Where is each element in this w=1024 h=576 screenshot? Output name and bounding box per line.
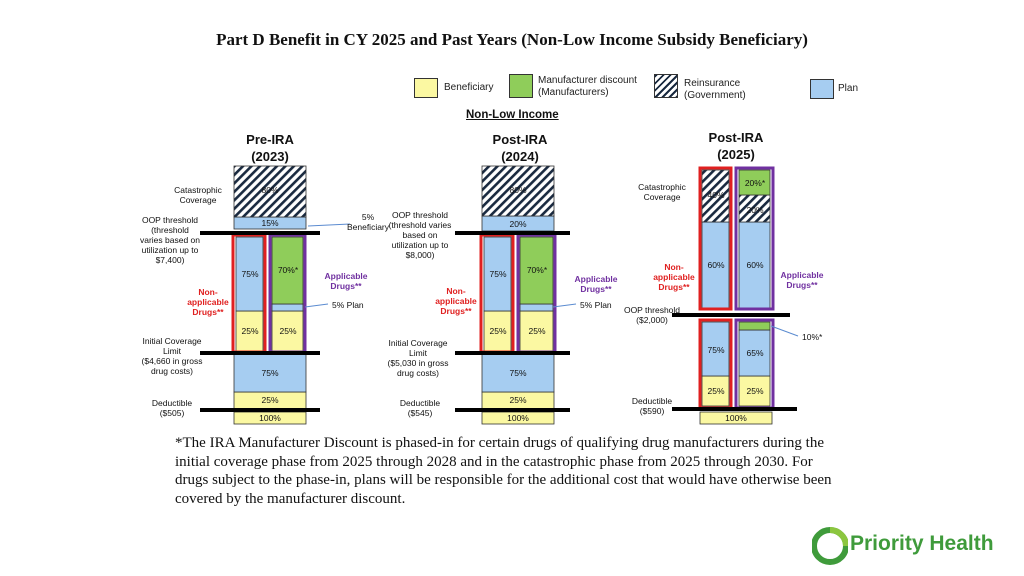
legend-label-beneficiary: Beneficiary bbox=[444, 82, 494, 93]
c3-catastrophic-label: Catastrophic Coverage bbox=[638, 182, 686, 202]
c2-seg-25: 25% bbox=[509, 395, 527, 405]
legend-label-reinsurance: Reinsurance (Government) bbox=[684, 78, 746, 101]
c2-seg-100: 100% bbox=[507, 413, 529, 423]
c2-nonapplicable-label: Non- applicable Drugs** bbox=[435, 286, 477, 316]
c1-oop-label: OOP threshold (threshold varies based on utilization up to $7,400) bbox=[139, 215, 200, 265]
c1-5plan-arrow bbox=[305, 304, 328, 307]
chart-title: Part D Benefit in CY 2025 and Past Years (Non-Low Income Subsidy Beneficiary) bbox=[216, 30, 808, 49]
legend-label-manufacturer: Manufacturer discount (Manufacturers) bbox=[538, 75, 637, 98]
priority-health-logo-icon bbox=[812, 526, 848, 566]
footnote: *The IRA Manufacturer Discount is phased-in for certain drugs of qualifying drug manufacturers during the initial coverage phase from 2025 through 2028 and in the catastrophic phase from 2025 through 2030. For drugs subject to the phase-in, plans will be responsible for the additional cost that would have otherwise been covered by the manufacturer discount. bbox=[175, 435, 832, 507]
c1-applicable-label: Applicable Drugs** bbox=[324, 271, 368, 291]
column-head-2023: Pre-IRA (2023) bbox=[246, 132, 294, 164]
c1-seg-100: 100% bbox=[259, 413, 281, 423]
c2-seg-20: 20% bbox=[509, 219, 527, 229]
c2-seg-80: 80% bbox=[509, 185, 527, 195]
c2-right-plan-5 bbox=[520, 304, 553, 311]
c1-right-plan-5 bbox=[272, 304, 303, 311]
section-label: Non-Low Income bbox=[466, 109, 559, 121]
legend-label-plan: Plan bbox=[838, 83, 859, 94]
c3-seg-left-75: 75% bbox=[707, 345, 725, 355]
c2-seg-left-75: 75% bbox=[489, 269, 507, 279]
c2-icl-label: Initial Coverage Limit ($5,030 in gross drug costs) bbox=[387, 338, 449, 378]
c1-icl-label: Initial Coverage Limit ($4,660 in gross drug costs) bbox=[141, 336, 203, 376]
c1-seg-25: 25% bbox=[261, 395, 279, 405]
c3-nonapplicable-label: Non- applicable Drugs** bbox=[653, 262, 695, 292]
c2-applicable-label: Applicable Drugs** bbox=[574, 274, 618, 294]
c3-seg-upper-right-20-mfr: 20%* bbox=[744, 178, 766, 188]
c3-seg-right-65: 65% bbox=[746, 348, 764, 358]
c3-deductible-label: Deductible ($590) bbox=[631, 396, 673, 416]
c1-deductible-label: Deductible ($505) bbox=[151, 398, 193, 418]
c2-deductible-label: Deductible ($545) bbox=[399, 398, 441, 418]
c3-seg-100: 100% bbox=[725, 413, 747, 423]
c3-right-mfr-10 bbox=[739, 322, 770, 330]
c1-5pct-beneficiary-label: 5% Beneficiary bbox=[346, 212, 390, 232]
c3-10pct-arrow bbox=[771, 326, 798, 336]
c2-seg-right-70: 70%* bbox=[526, 265, 548, 275]
c1-seg-75: 75% bbox=[261, 368, 279, 378]
c3-oop-label: OOP threshold ($2,000) bbox=[623, 305, 681, 325]
c1-nonapplicable-label: Non- applicable Drugs** bbox=[187, 287, 229, 317]
c2-seg-left-25: 25% bbox=[489, 326, 507, 336]
c3-seg-right-25: 25% bbox=[746, 386, 764, 396]
column-head-2025: Post-IRA (2025) bbox=[708, 130, 764, 162]
column-head-2024: Post-IRA (2024) bbox=[492, 132, 548, 164]
c1-seg-right-25: 25% bbox=[279, 326, 297, 336]
c2-oop-label: OOP threshold (threshold varies based on utilization up to $8,000) bbox=[388, 210, 452, 260]
c1-seg-80: 80% bbox=[261, 185, 279, 195]
c3-seg-upper-right-20: 20% bbox=[746, 205, 764, 215]
c3-applicable-label: Applicable Drugs** bbox=[780, 270, 824, 290]
c3-seg-left-25: 25% bbox=[707, 386, 725, 396]
c1-seg-left-75: 75% bbox=[241, 269, 259, 279]
c3-seg-upper-right-60: 60% bbox=[746, 260, 764, 270]
c2-5pct-plan-label: 5% Plan bbox=[580, 300, 612, 310]
c1-catastrophic-label: Catastrophic Coverage bbox=[174, 185, 222, 205]
c3-seg-upper-left-40: 40% bbox=[707, 190, 725, 200]
c2-seg-75: 75% bbox=[509, 368, 527, 378]
c1-seg-left-25: 25% bbox=[241, 326, 259, 336]
c2-seg-right-25: 25% bbox=[528, 326, 546, 336]
c1-seg-15: 15% bbox=[261, 218, 279, 228]
c3-10pct-label: 10%* bbox=[802, 332, 823, 342]
c1-seg-right-70: 70%* bbox=[277, 265, 299, 275]
c3-seg-upper-left-60: 60% bbox=[707, 260, 725, 270]
brand-name: Priority Health bbox=[850, 532, 994, 555]
c1-5pct-plan-label: 5% Plan bbox=[332, 300, 364, 310]
